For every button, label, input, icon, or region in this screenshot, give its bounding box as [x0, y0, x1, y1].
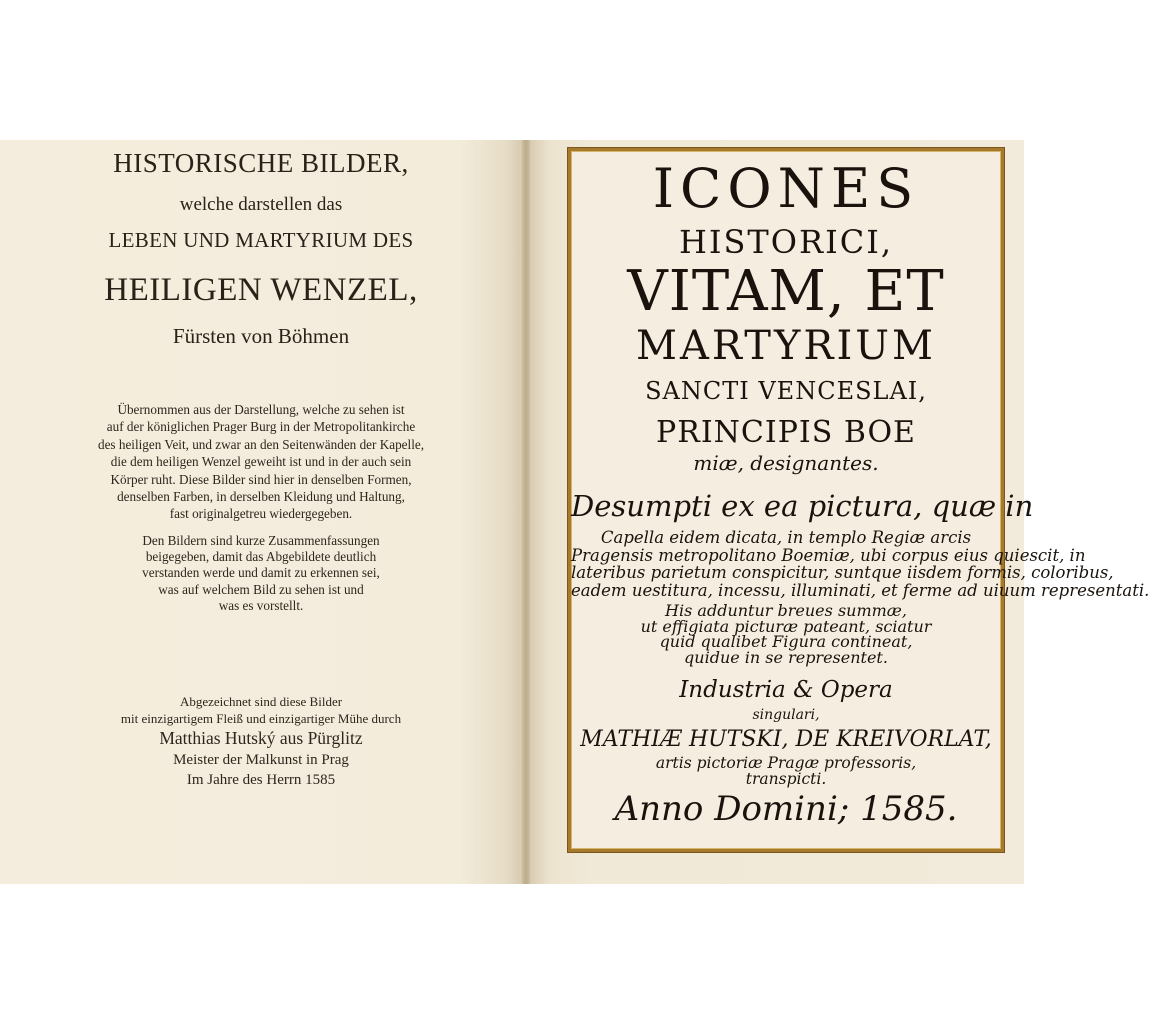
manuscript-author: MATHIÆ HUTSKI, DE KREIVORLAT,	[580, 727, 992, 752]
manuscript-line6: PRINCIPIS BOE	[656, 415, 916, 450]
text-line: Capella eidem dicata, in templo Regiæ arcis	[600, 528, 972, 547]
manuscript-line5: SANCTI VENCESLAI,	[645, 377, 927, 405]
text-line: transpicti.	[745, 770, 827, 788]
text-line: Übernommen aus der Darstellung, welche zu sehen ist	[117, 402, 405, 417]
manuscript-line2: HISTORICI,	[678, 223, 894, 261]
manuscript-block3	[571, 755, 1001, 787]
manuscript-block2	[571, 603, 1001, 665]
text-line: quid qualibet Figura contineat,	[659, 632, 913, 651]
manuscript-line8: Desumpti ex ea pictura, quæ in	[571, 489, 1034, 523]
manuscript-line4: MARTYRIUM	[636, 323, 936, 369]
credit-author: Matthias Hutský aus Pürglitz	[159, 728, 363, 748]
left-title-line4: HEILIGEN WENZEL,	[104, 272, 418, 308]
book-gutter	[522, 140, 530, 884]
left-title-line1: HISTORISCHE BILDER,	[113, 148, 409, 178]
text-line: eadem uestitura, incessu, illuminati, et ferme ad uiuum representati.	[571, 580, 1149, 600]
text-line: Körper ruht. Diese Bilder sind hier in denselben Formen,	[110, 471, 412, 487]
left-title-line2: welche darstellen das	[179, 194, 343, 215]
text-line: des heiligen Veit, und zwar an den Seitenwänden der Kapelle,	[97, 436, 425, 452]
manuscript-line7: miæ, designantes.	[693, 451, 879, 475]
text-line: artis pictoriæ Pragæ professoris,	[655, 754, 917, 772]
text-line: was auf welchem Bild zu sehen ist und	[158, 581, 364, 597]
right-page	[530, 140, 1149, 884]
manuscript-block1	[571, 528, 1149, 600]
manuscript-anno: Anno Domini; 1585.	[614, 789, 958, 829]
text-line: Pragensis metropolitano Boemiæ, ubi corpus eius quiescit, in	[571, 545, 1086, 565]
text-line: die dem heiligen Wenzel geweiht ist und in der auch sein	[110, 454, 412, 470]
text-line: verstanden werde und damit zu erkennen sei,	[142, 565, 380, 581]
text-line: was es vorstellt.	[218, 597, 304, 613]
book-spread	[0, 140, 1149, 884]
manuscript-frame	[568, 148, 1149, 852]
text-line: quidue in se representet.	[684, 647, 888, 667]
left-credit	[60, 693, 462, 790]
left-paragraph-1	[60, 401, 462, 523]
left-title-line3: LEBEN UND MARTYRIUM DES	[108, 228, 414, 252]
left-title-line5: Fürsten von Böhmen	[172, 324, 350, 348]
manuscript-line1: ICONES	[652, 157, 920, 220]
manuscript-line3: VITAM, ET	[627, 259, 945, 324]
left-page	[0, 140, 522, 884]
text-line: fast originalgetreu wiedergegeben.	[169, 506, 353, 522]
text-line: Den Bildern sind kurze Zusammenfassungen	[142, 533, 380, 548]
manuscript-industria: Industria & Opera	[679, 677, 893, 703]
manuscript-singulari: singulari,	[752, 707, 820, 723]
text-line: auf der königlichen Prager Burg in der Metropolitankirche	[106, 419, 416, 435]
left-paragraph-2	[60, 533, 462, 614]
text-line: ut effigiata picturæ pateant, sciatur	[640, 616, 932, 636]
text-line: denselben Farben, in derselben Kleidung und Haltung,	[117, 489, 405, 505]
text-line: beigegeben, damit das Abgebildete deutlich	[145, 549, 377, 565]
credit-year: Im Jahre des Herrn 1585	[186, 772, 336, 788]
credit-role: Meister der Malkunst in Prag	[173, 752, 349, 768]
credit-line1: Abgezeichnet sind diese Bilder	[179, 694, 343, 709]
text-line: His adduntur breues summæ,	[665, 601, 907, 620]
text-line: lateribus parietum conspicitur, suntque iisdem formis, coloribus,	[571, 563, 1114, 582]
credit-line2: mit einzigartigem Fleiß und einzigartiger Mühe durch	[120, 711, 402, 726]
